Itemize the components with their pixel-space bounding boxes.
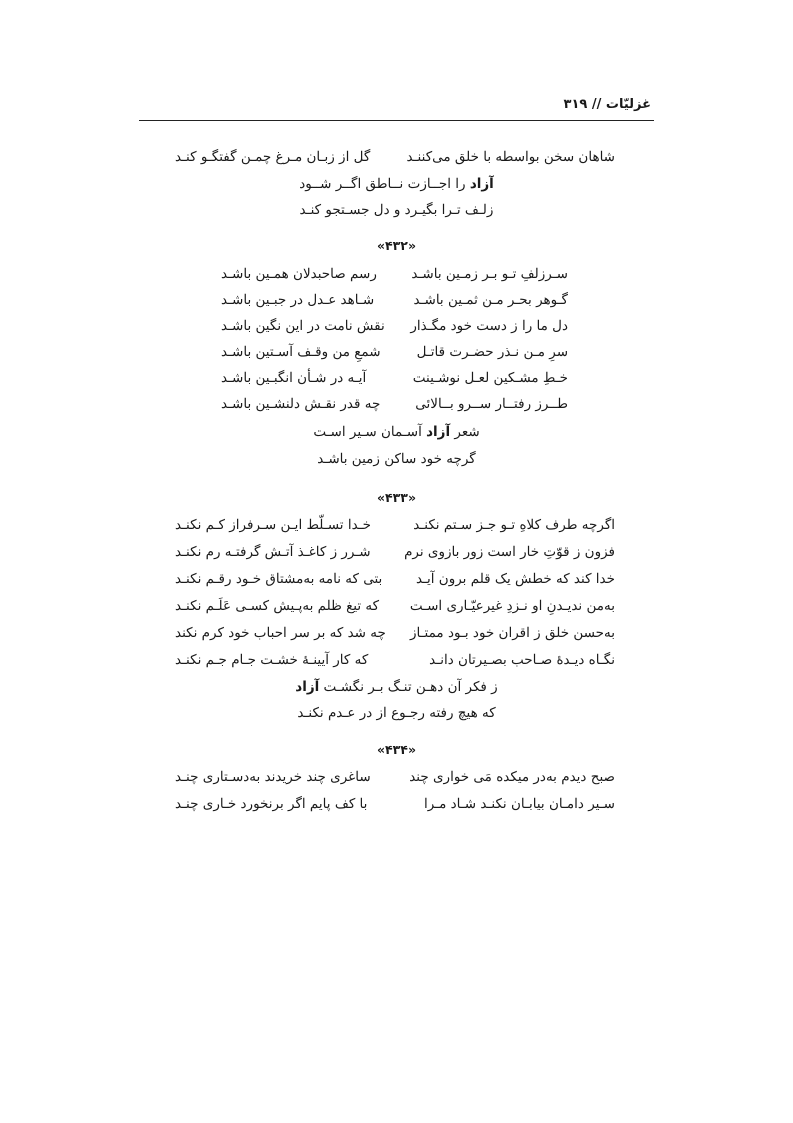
poet-name: آزاد [295,679,320,695]
hemistich-left: با کف پایم اگر برنخورد خـاری چنـد [175,796,368,812]
hemistich-left: شمعِ من وقـف آسـتین باشـد [221,344,381,360]
closing-text: ز فکر آن دهـن تنـگ بـر نگشـت [323,679,498,695]
poem-number: «۴۳۴» [376,742,417,757]
couplet [0,365,793,391]
running-head: غزلیّات // ۳۱۹ [563,97,651,112]
couplet [0,566,793,592]
couplet [0,647,793,673]
couplet [0,764,793,790]
hemistich-left: که کار آیینـهٔ خشـت جـام جـم نکنـد [175,652,369,668]
hemistich-left: ساغری چند خریدند به‌دسـتاری چنـد [175,769,371,785]
closing-line [0,700,793,726]
couplet [0,261,793,287]
hemistich-left: بتی که نامه به‌مشتاق خـود رقـم نکنـد [175,571,383,587]
couplet [0,791,793,817]
couplet [0,313,793,339]
closing-text: گرچه خود ساکن زمین باشـد [317,451,476,467]
hemistich-left: چه شد که بر سر احباب خود کرم نکند [175,625,386,641]
hemistich-left: آیـه در شـأن انگبـین باشـد [221,370,367,386]
hemistich-right: خـطِ مشـکین لعـل نوشـینت [412,370,568,386]
hemistich-right: صبح دیدم به‌در میکده مَی خواری چند [409,769,615,785]
couplet [0,339,793,365]
closing-text: که هیچ رفته رجـوع از در عـدم نکنـد [297,705,496,721]
closing-line [0,419,793,445]
hemistich-right: خدا کند که خطش یک قلم برون آیـد [415,571,615,587]
hemistich-right: به‌حسن خلق ز اقران خود بـود ممتـاز [409,625,615,641]
closing-line [0,446,793,472]
closing-text: شعر [454,424,480,440]
hemistich-right: سـرزلفِ تـو بـر زمـین باشـد [411,266,568,282]
couplet [0,539,793,565]
couplet [0,287,793,313]
hemistich-right: شاهان سخن بواسطه با خلق می‌کننـد [406,149,615,165]
couplet [0,512,793,538]
couplet [0,620,793,646]
closing-text: زلـف تـرا بگیـرد و دل جسـتجو کنـد [299,202,494,218]
hemistich-left: نقش نامت در این نگین باشـد [221,318,385,334]
hemistich-right: اگرچه طرف کلاهِ تـو جـز سـتم نکنـد [413,517,615,533]
poet-name: آزاد [426,424,451,440]
closing-line [0,171,793,197]
hemistich-right: سرِ مـن نـذر حضـرت قاتـل [416,344,568,360]
hemistich-left: شـاهد عـدل در جبـین باشـد [221,292,375,308]
hemistich-right: به‌من ندیـدنِ او نـزدِ غیرعیّـاری اسـت [409,598,615,614]
poem-number: «۴۳۲» [376,238,417,253]
poet-name: آزاد [469,176,494,192]
couplet [0,144,793,170]
couplet [0,593,793,619]
couplet [0,391,793,417]
hemistich-left: شـرر ز کاغـذ آتـش گرفتـه رم نکنـد [175,544,371,560]
hemistich-left: گل از زبـان مـرغ چمـن گفتگـو کنـد [175,149,371,165]
hemistich-right: نگـاه دیـدهٔ صـاحب بصـیرتان دانـد [429,652,615,668]
hemistich-left: چه قدر نقـش دلنشـین باشـد [221,396,381,412]
hemistich-right: گـوهر بحـر مـن ثمـین باشـد [413,292,568,308]
hemistich-left: خـدا تسـلّط ایـن سـرفراز کـم نکنـد [175,517,371,533]
closing-text: آسـمان سـیر اسـت [313,424,422,440]
hemistich-right: دل ما را ز دست خود مگـذار [410,318,568,334]
hemistich-right: سـیر دامـان بیابـان نکنـد شـاد مـرا [423,796,615,812]
header-rule [139,120,654,121]
poem-number: «۴۳۳» [376,490,417,505]
closing-line [0,197,793,223]
closing-text: را اجــازت نــاطق اگــر شــود [299,176,466,192]
hemistich-left: رسم صاحبدلان همـین باشـد [221,266,377,282]
hemistich-left: که تیغ ظلم به‌پـیش کسـی عَلَـم نکنـد [175,598,380,614]
hemistich-right: طــرز رفتــار ســرو بــالائی [415,396,568,412]
closing-line [0,674,793,700]
hemistich-right: فزون ز قوّتِ خار است زور بازوی نرم [404,544,615,560]
